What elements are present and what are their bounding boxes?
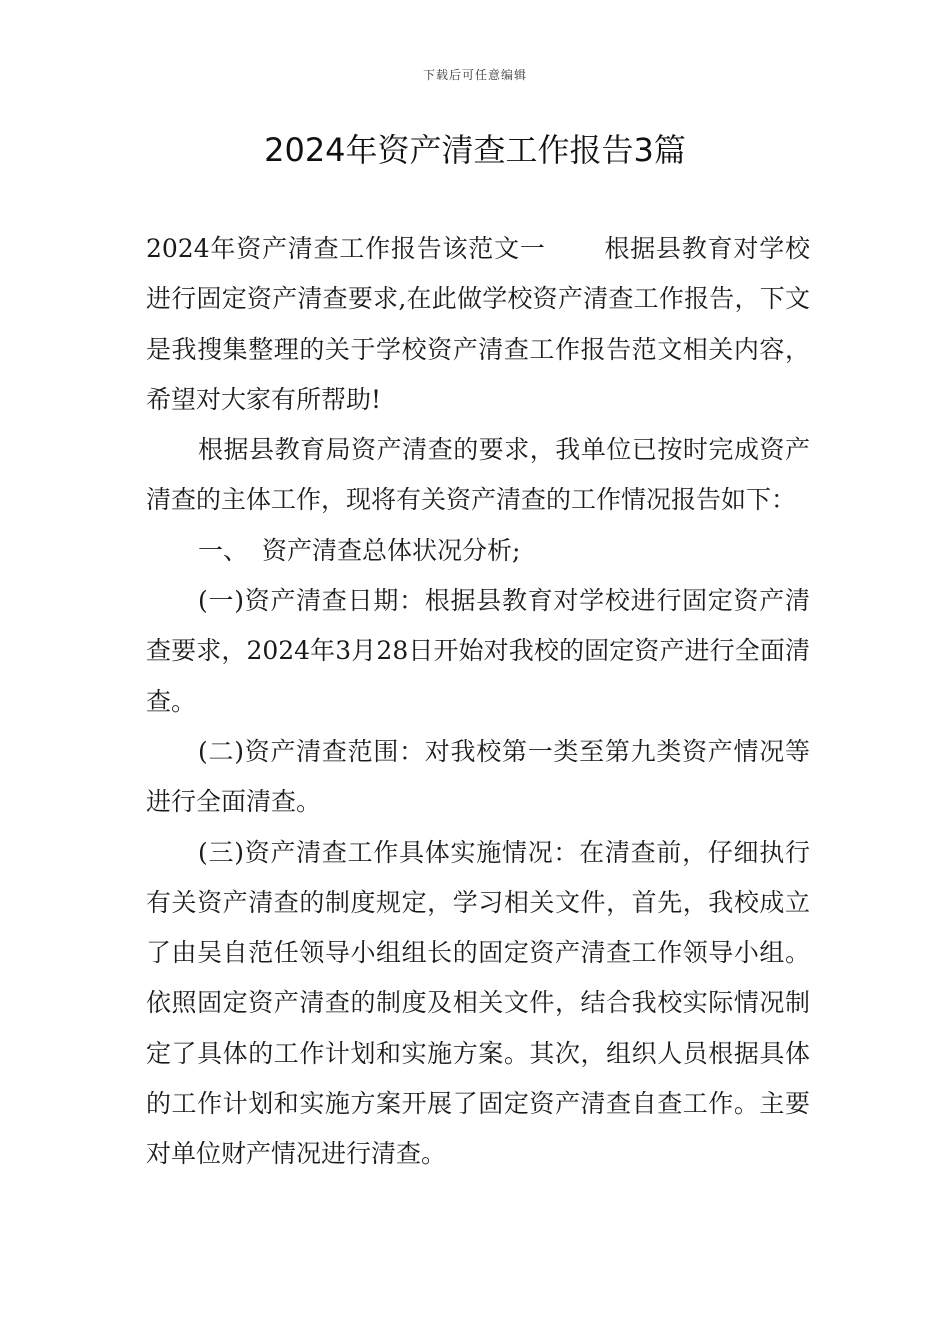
document-title: 2024年资产清查工作报告3篇 [264, 131, 686, 169]
section-1-title: 资产清查总体状况分析; [262, 535, 521, 565]
intro-paragraph [146, 224, 810, 425]
intro-heading: 2024年资产清查工作报告该范文一 [146, 234, 546, 263]
intro-text: 根据县教育对学校进行固定资产清查要求,在此做学校资产清查工作报告，下文是我搜集整理的关于学校资产清查工作报告范文相关内容，希望对大家有所帮助! [146, 234, 810, 414]
item-3: (三)资产清查工作具体实施情况：在清查前，仔细执行有关资产清查的制度规定，学习相关文件，首先，我校成立了由吴自范任领导小组组长的固定资产清查工作领导小组。依照固定资产清查的制度及相关文件，结合我校实际情况制定了具体的工作计划和实施方案。其次，组织人员根据具体的工作计划和实施方案开展了固定资产清查自查工作。主要对单位财产情况进行清查。 [146, 837, 810, 1169]
paragraph-1: 根据县教育局资产清查的要求，我单位已按时完成资产清查的主体工作，现将有关资产清查的工作情况报告如下： [146, 435, 810, 515]
header-note: 下载后可任意编辑 [422, 68, 527, 82]
document-body [146, 224, 810, 1180]
item-2: (二)资产清查范围：对我校第一类至第九类资产情况等进行全面清查。 [146, 736, 810, 817]
item-1: (一)资产清查日期：根据县教育对学校进行固定资产清查要求，2024年3月28日开始对我校的固定资产进行全面清查。 [146, 586, 810, 716]
section-1-number: 一、 [198, 535, 249, 565]
section-1-heading [146, 526, 810, 576]
